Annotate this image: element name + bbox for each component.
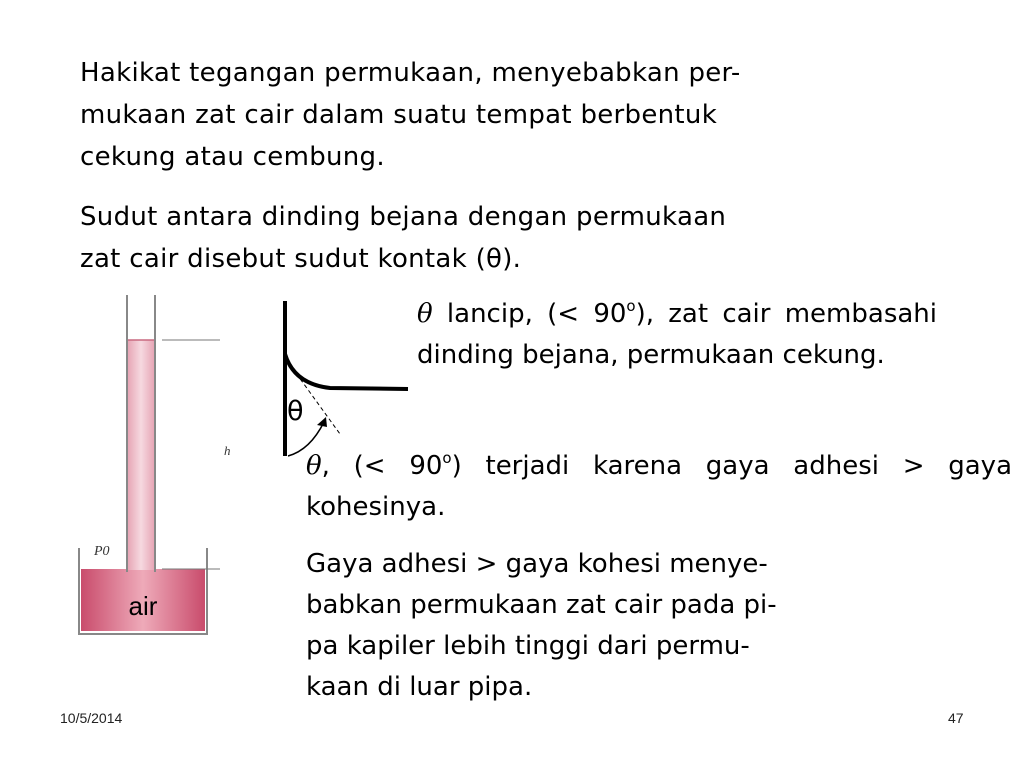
theta-angle-label: θ: [287, 396, 304, 427]
paragraph-adhesion-cause-lead: , (< 90: [321, 451, 443, 481]
paragraph-acute-angle: [417, 294, 937, 376]
concave-meniscus: [285, 354, 408, 389]
height-label: h: [224, 443, 231, 458]
paragraph-acute-angle-lead: lancip, (< 90: [432, 299, 627, 329]
paragraph-adhesion-cause-rest: ) terjadi karena gaya adhesi > gaya kohesinya.: [306, 451, 1012, 522]
liquid-label: air: [128, 591, 158, 621]
paragraph-contact-angle-definition: Sudut antara dinding bejana dengan permukaan zat cair disebut sudut kontak (θ).: [80, 202, 727, 274]
paragraph-capillary-rise: Gaya adhesi > gaya kohesi menye- babkan permukaan zat cair pada pi- pa kapiler lebih tinggi dari permu- kaan di luar pipa.: [306, 549, 777, 702]
contact-angle-diagram: [272, 296, 412, 471]
paragraph-surface-tension: Hakikat tegangan permukaan, menyebabkan per- mukaan zat cair dalam suatu tempat berbentuk cekung atau cembung.: [80, 58, 741, 172]
degree-mark: o: [442, 449, 452, 467]
tube-liquid-column: [128, 340, 154, 570]
slide-page-number: 47: [948, 710, 964, 726]
slide-date: 10/5/2014: [60, 710, 123, 726]
angle-arc: [288, 422, 324, 456]
theta-symbol: θ: [306, 451, 322, 481]
theta-symbol: θ: [417, 299, 433, 329]
degree-mark: o: [626, 297, 636, 315]
paragraph-acute-angle-rest: ), zat cair membasahi dinding bejana, permukaan cekung.: [417, 299, 937, 370]
pressure-label: P0: [94, 544, 110, 559]
